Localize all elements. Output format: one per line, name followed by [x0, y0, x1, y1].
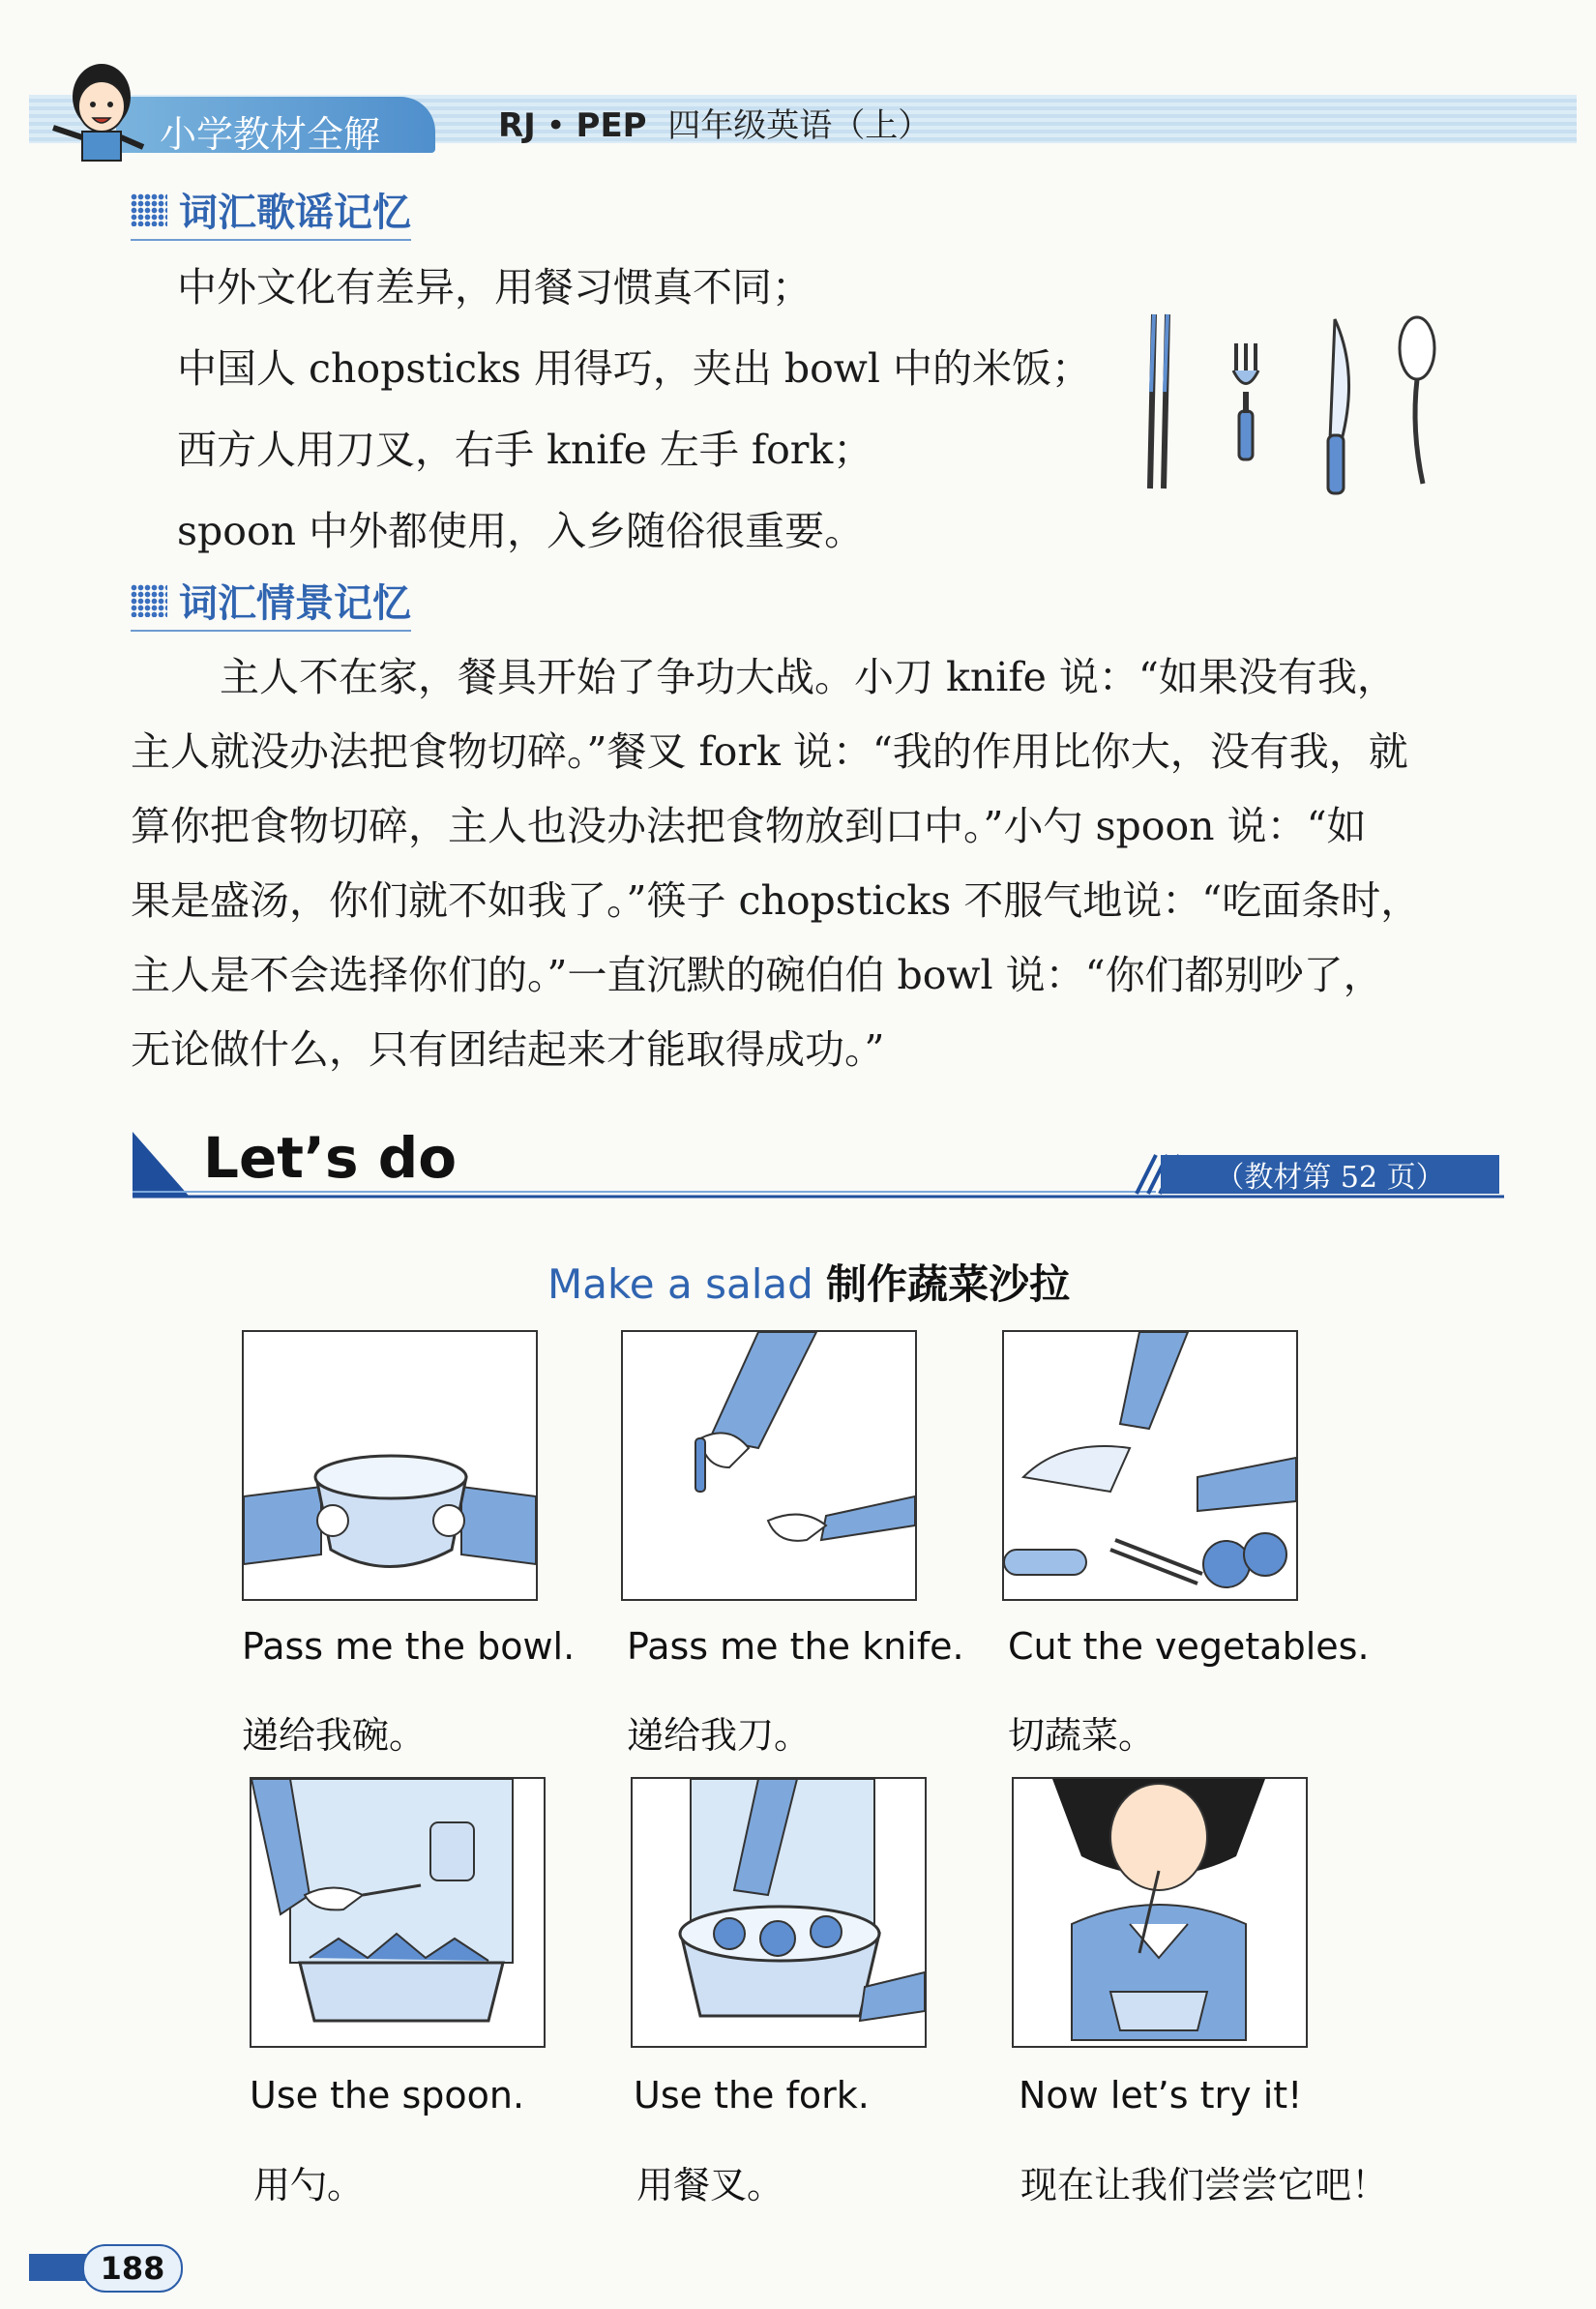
panel-try-it: [1012, 1777, 1308, 2048]
caption-zh: 切蔬菜。: [1008, 1714, 1156, 1757]
mixing-salad-fork-icon: [633, 1779, 925, 2046]
spoon-icon: [1400, 317, 1434, 484]
rhyme-line: spoon 中外都使用，入乡随俗很重要。: [177, 508, 865, 554]
panel-pass-knife: [621, 1330, 917, 1601]
story-line: 主人是不会选择你们的。”一直沉默的碗伯伯 bowl 说：“你们都别吵了，: [131, 952, 1383, 998]
cutting-vegetables-icon: [1004, 1332, 1296, 1599]
panel-pass-bowl: [242, 1330, 538, 1601]
knife-icon: [1328, 319, 1349, 493]
page-number: 188: [82, 2244, 183, 2293]
lets-do-title: Let’s do: [203, 1125, 458, 1191]
vocab-story-title: 词汇情景记忆: [179, 581, 411, 626]
boy-mascot-icon: [29, 58, 155, 164]
tableware-illustration: [1137, 305, 1465, 498]
caption-zh: 现在让我们尝尝它吧！: [1020, 2164, 1389, 2206]
edition-dot: •: [546, 106, 566, 145]
footer-bar: [29, 2254, 87, 2281]
story-line: 主人就没办法把食物切碎。”餐叉 fork 说：“我的作用比你大，没有我，就: [131, 728, 1408, 775]
vocab-rhyme-heading: [131, 182, 411, 241]
rhyme-line: 中外文化有差异，用餐习惯真不同；: [177, 264, 812, 311]
caption-en: Use the fork.: [634, 2074, 870, 2117]
caption-en: Cut the vegetables.: [1008, 1625, 1370, 1668]
fork-icon: [1233, 343, 1258, 459]
publisher-label: PEP: [576, 106, 647, 145]
caption-en: Use the spoon.: [250, 2074, 525, 2117]
vocab-rhyme-text: [177, 247, 1091, 572]
story-line: 算你把食物切碎，主人也没办法把食物放到口中。”小勺 spoon 说：“如: [131, 803, 1367, 849]
vocab-story-heading: [131, 573, 411, 632]
rhyme-line: 西方人用刀叉，右手 knife 左手 fork；: [177, 427, 873, 473]
story-line: 主人不在家，餐具开始了争功大战。小刀 knife 说：“如果没有我，: [220, 654, 1397, 700]
book-info: [498, 99, 931, 146]
pouring-dressing-spoon-icon: [251, 1779, 544, 2046]
caption-zh: 递给我碗。: [242, 1714, 427, 1757]
caption-zh: 用勺。: [253, 2164, 365, 2206]
panel-use-fork: [631, 1777, 927, 2048]
caption-en: Pass me the knife.: [627, 1625, 964, 1668]
story-line: 果是盛汤，你们就不如我了。”筷子 chopsticks 不服气地说：“吃面条时，: [131, 877, 1421, 924]
story-line: 无论做什么，只有团结起来才能取得成功。”: [131, 1026, 885, 1073]
chopsticks-icon: [1150, 314, 1167, 488]
activity-subtitle: [547, 1253, 1070, 1311]
caption-zh: 递给我刀。: [627, 1714, 812, 1757]
panel-use-spoon: [250, 1777, 546, 2048]
panel-cut-vegetables: [1002, 1330, 1298, 1601]
rhyme-line: 中国人 chopsticks 用得巧，夹出 bowl 中的米饭；: [177, 345, 1092, 392]
subtitle-zh: 制作蔬菜沙拉: [826, 1260, 1071, 1308]
caption-zh: 用餐叉。: [636, 2164, 784, 2206]
dot-grid-icon: [131, 193, 167, 226]
vocab-rhyme-title: 词汇歌谣记忆: [179, 191, 411, 235]
subtitle-en: Make a salad: [547, 1260, 813, 1308]
dot-grid-icon: [131, 584, 167, 617]
hands-holding-bowl-icon: [244, 1332, 536, 1599]
series-title: 小学教材全解: [160, 113, 381, 156]
hand-passing-knife-icon: [623, 1332, 915, 1599]
edition-label: RJ: [498, 106, 536, 145]
page-reference: （教材第 52 页）: [1161, 1155, 1499, 1194]
vocab-story-text: [131, 640, 1504, 1087]
book-title: 四年级英语（上）: [667, 106, 931, 145]
caption-en: Now let’s try it!: [1019, 2074, 1303, 2117]
girl-eating-salad-icon: [1014, 1779, 1306, 2046]
caption-en: Pass me the bowl.: [242, 1625, 576, 1668]
